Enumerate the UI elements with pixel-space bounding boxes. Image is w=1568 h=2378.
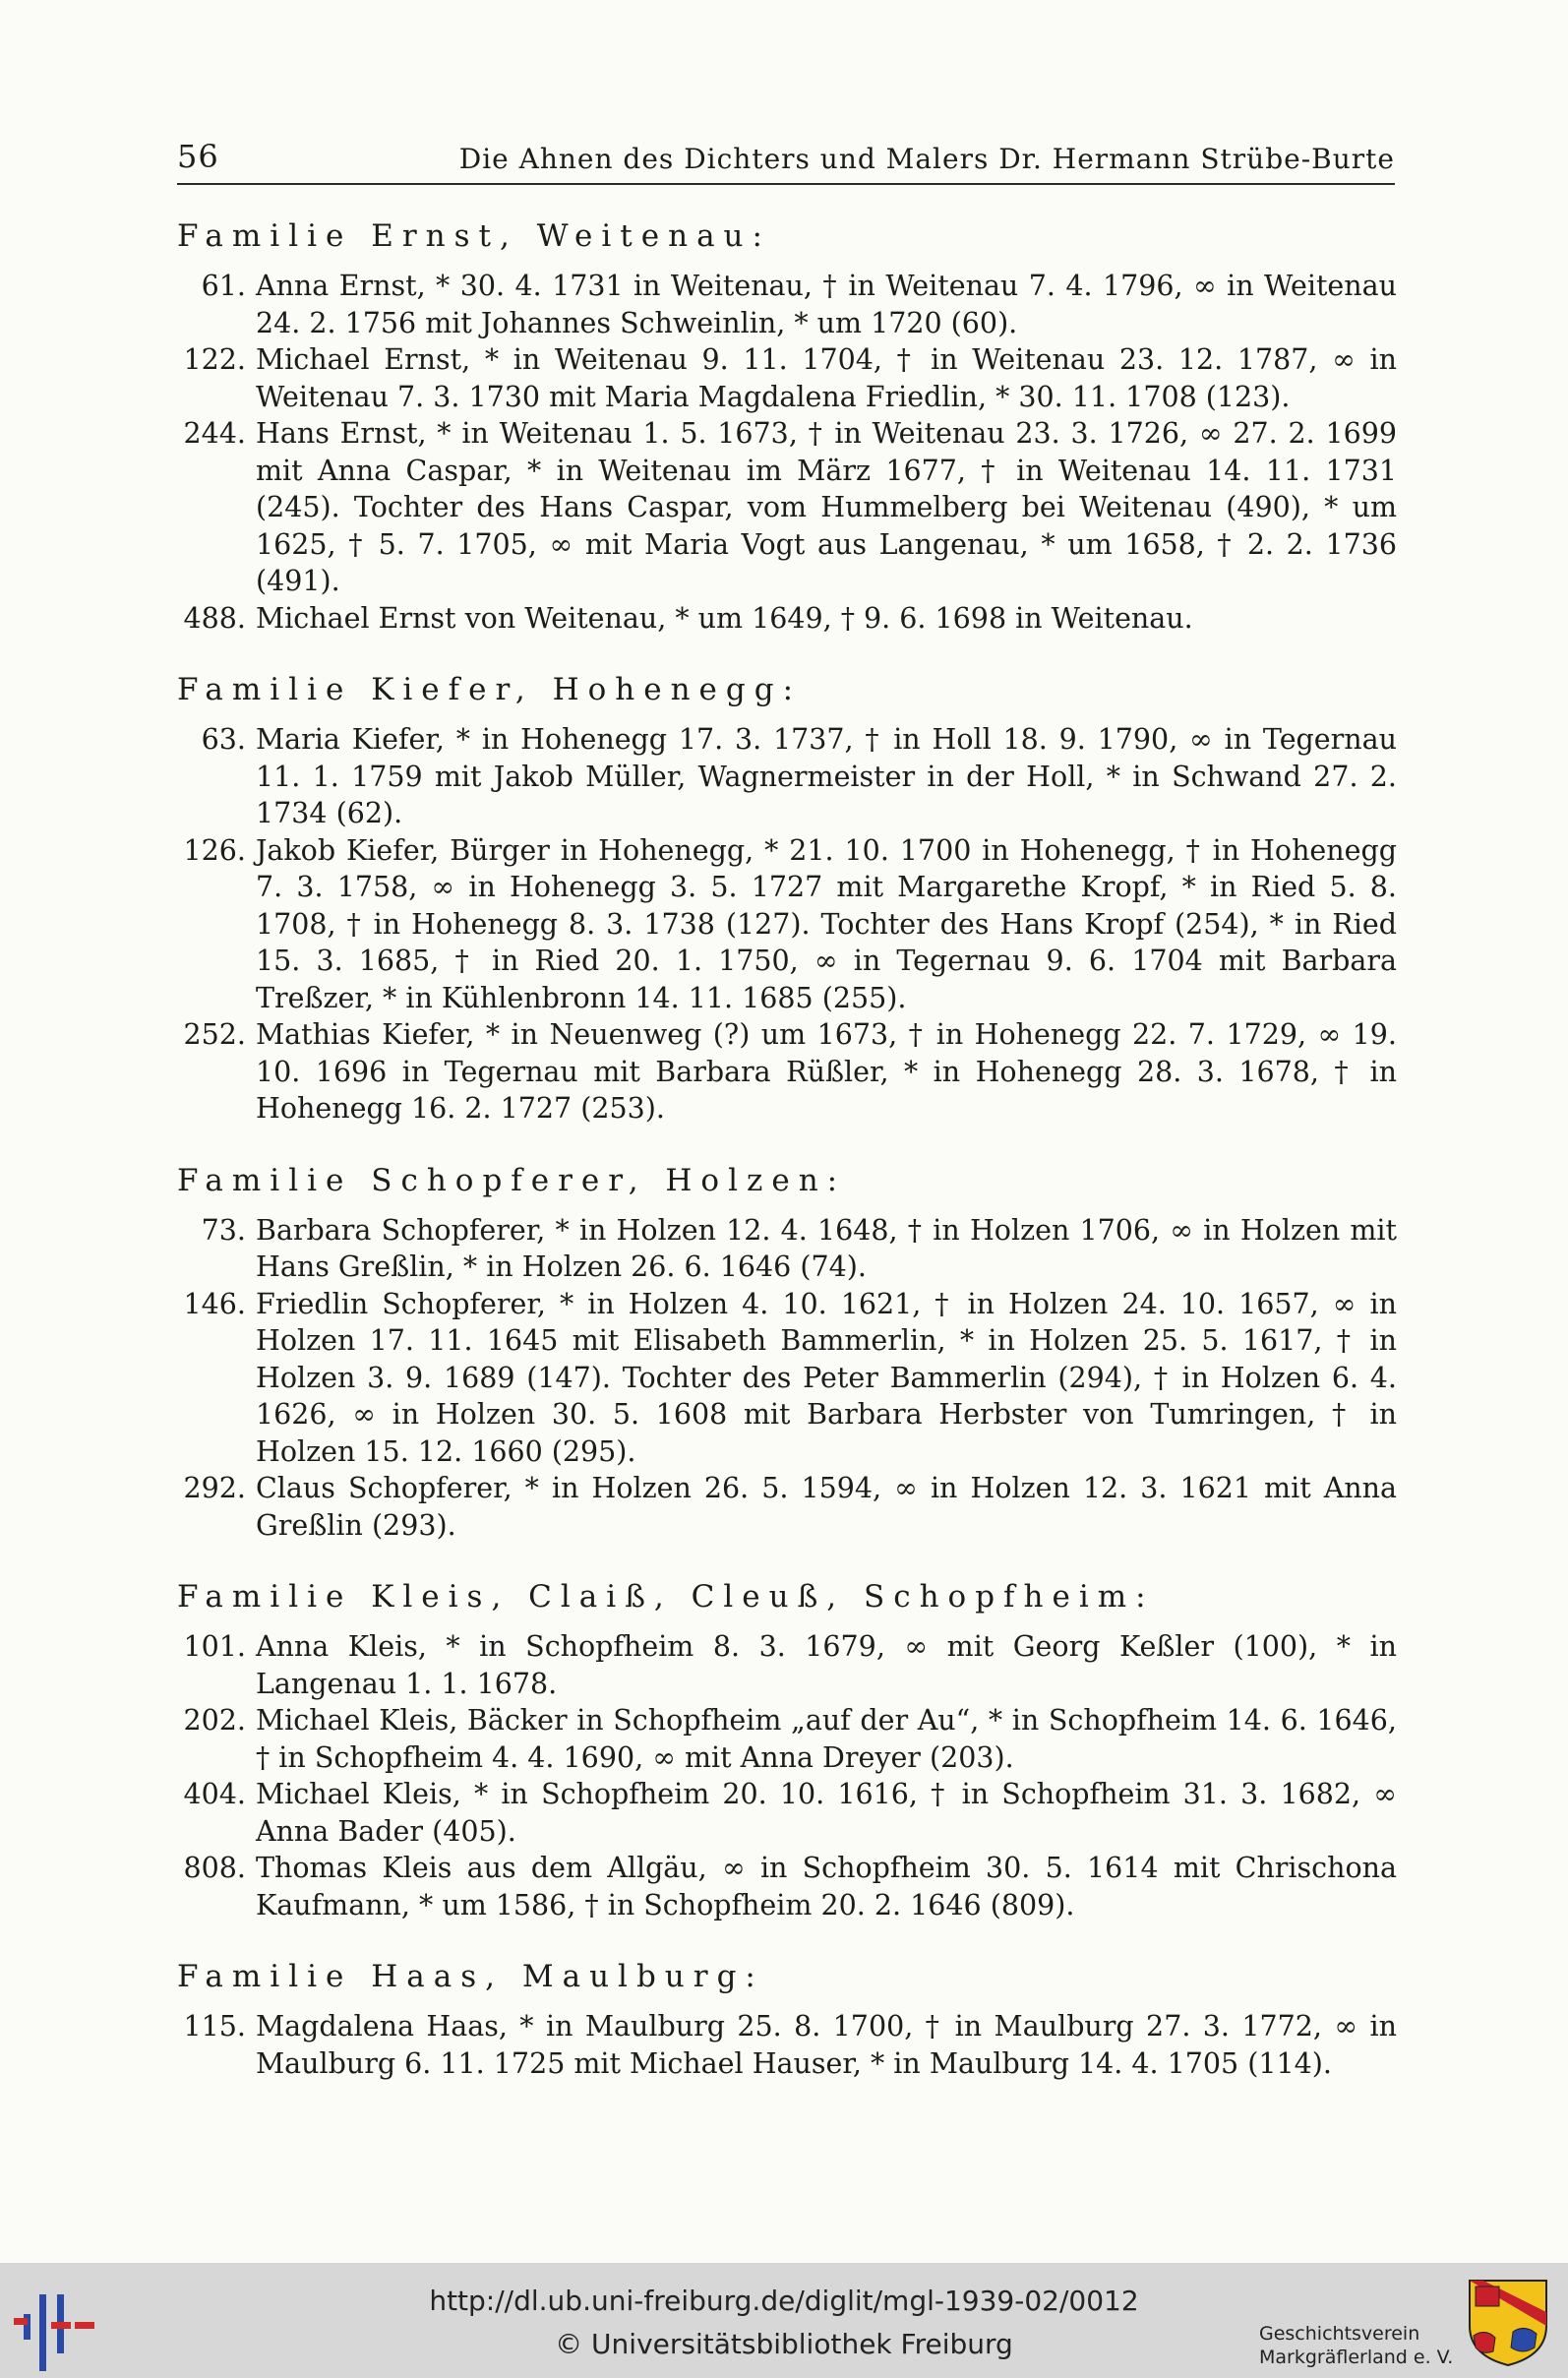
ancestor-text: Jakob Kiefer, Bürger in Hohenegg, * 21. 10. 1700 in Hohenegg, † in Hohenegg 7. 3. 1758, ∞ in Hohenegg 3. 5. 1727 mit Margarethe Kropf, * in Ried 5. 8. 1708, † in Hohenegg 8. 3. 1738 (127). Tochter des Hans Kropf (254), * in Ried 15. 3. 1685, † in Ried 20. 1. 1750, ∞ in Tegernau 9. 6. 1704 mit Barbara Treßzer, * in Kühlenbronn 14. 11. 1685 (255). bbox=[256, 833, 1397, 1014]
family-heading: Familie Haas, Maulburg: bbox=[177, 1959, 764, 1994]
family-heading: Familie Schopferer, Holzen: bbox=[177, 1162, 847, 1198]
ancestor-number: 101. bbox=[183, 1630, 246, 1663]
ancestor-number: 488. bbox=[183, 601, 246, 635]
ancestor-entry bbox=[177, 832, 1397, 1017]
ancestor-text: Maria Kiefer, * in Hohenegg 17. 3. 1737, † in Holl 18. 9. 1790, ∞ in Tegernau 11. 1. 1759 mit Jakob Müller, Wagnermeister in der Holl, * in Schwand 27. 2. 1734 (62). bbox=[256, 723, 1397, 829]
ancestor-entry bbox=[177, 1286, 1397, 1471]
ancestor-entry bbox=[177, 415, 1397, 600]
ancestor-number: 122. bbox=[183, 343, 246, 376]
ancestor-entry bbox=[177, 1212, 1397, 1286]
family-heading: Familie Kiefer, Hohenegg: bbox=[177, 672, 803, 707]
family-heading: Familie Ernst, Weitenau: bbox=[177, 218, 771, 254]
ancestor-entry bbox=[177, 1850, 1397, 1923]
ancestor-text: Mathias Kiefer, * in Neuenweg (?) um 1673, † in Hohenegg 22. 7. 1729, ∞ 19. 10. 1696 in Tegernau mit Barbara Rüßler, * in Hohenegg 28. 3. 1678, † in Hohenegg 16. 2. 1727 (253). bbox=[256, 1018, 1397, 1125]
page-header bbox=[177, 134, 1395, 185]
family-section bbox=[177, 1163, 1397, 1545]
ancestor-number: 73. bbox=[201, 1213, 246, 1247]
ancestor-number: 126. bbox=[183, 833, 246, 867]
page-number: 56 bbox=[177, 138, 219, 175]
ancestor-text: Friedlin Schopferer, * in Holzen 4. 10. 1621, † in Holzen 24. 10. 1657, ∞ in Holzen 17. 11. 1645 mit Elisabeth Bammerlin, * in Holzen 25. 5. 1617, † in Holzen 3. 9. 1689 (147). Tochter des Peter Bammerlin (294), † in Holzen 6. 4. 1626, ∞ in Holzen 30. 5. 1608 mit Barbara Herbster von Tumringen, † in Holzen 15. 12. 1660 (295). bbox=[256, 1287, 1397, 1468]
society-line-2: Markgräflerland e. V. bbox=[1259, 2347, 1454, 2368]
society-line-1: Geschichtsverein bbox=[1259, 2323, 1420, 2345]
ancestor-entry bbox=[177, 1702, 1397, 1776]
family-section bbox=[177, 1959, 1397, 2082]
ancestor-number: 61. bbox=[201, 270, 246, 302]
family-section bbox=[177, 672, 1397, 1128]
ancestor-number: 808. bbox=[183, 1852, 246, 1884]
ancestor-text: Michael Ernst, * in Weitenau 9. 11. 1704, † in Weitenau 23. 12. 1787, ∞ in Weitenau 7. 3. 1730 mit Maria Magdalena Friedlin, * 30. 11. 1708 (123). bbox=[256, 343, 1397, 413]
family-section bbox=[177, 1579, 1397, 1923]
ancestor-number: 292. bbox=[183, 1472, 246, 1504]
ancestor-entry bbox=[177, 721, 1397, 832]
ancestor-text: Thomas Kleis aus dem Allgäu, ∞ in Schopfheim 30. 5. 1614 mit Chrischona Kaufmann, * um 1586, † in Schopfheim 20. 2. 1646 (809). bbox=[256, 1852, 1397, 1921]
ancestor-entry bbox=[177, 1016, 1397, 1128]
ancestor-entry bbox=[177, 1776, 1397, 1850]
ancestor-entry bbox=[177, 1628, 1397, 1702]
genealogy-content bbox=[177, 218, 1397, 2117]
ancestor-number: 146. bbox=[183, 1287, 246, 1320]
society-name bbox=[1259, 2322, 1453, 2369]
ancestor-text: Barbara Schopferer, * in Holzen 12. 4. 1648, † in Holzen 1706, ∞ in Holzen mit Hans Greßlin, * in Holzen 26. 6. 1646 (74). bbox=[256, 1213, 1397, 1283]
ancestor-number: 404. bbox=[183, 1778, 246, 1810]
ancestor-text: Magdalena Haas, * in Maulburg 25. 8. 1700, † in Maulburg 27. 3. 1772, ∞ in Maulburg 6. 11. 1725 mit Michael Hauser, * in Maulburg 14. 4. 1705 (114). bbox=[256, 2010, 1397, 2080]
ancestor-text: Anna Ernst, * 30. 4. 1731 in Weitenau, † in Weitenau 7. 4. 1796, ∞ in Weitenau 24. 2. 1756 mit Johannes Schweinlin, * um 1720 (60). bbox=[256, 270, 1397, 339]
ancestor-entry bbox=[177, 1470, 1397, 1544]
footer-bar bbox=[0, 2263, 1568, 2378]
running-title: Die Ahnen des Dichters und Malers Dr. Hermann Strübe-Burte bbox=[458, 143, 1395, 175]
ancestor-entry bbox=[177, 268, 1397, 341]
ancestor-text: Anna Kleis, * in Schopfheim 8. 3. 1679, ∞ mit Georg Keßler (100), * in Langenau 1. 1. 1678. bbox=[256, 1630, 1397, 1700]
ancestor-text: Hans Ernst, * in Weitenau 1. 5. 1673, † in Weitenau 23. 3. 1726, ∞ 27. 2. 1699 mit Anna Caspar, * in Weitenau im März 1677, † in Weitenau 14. 11. 1731 (245). Tochter des Hans Caspar, vom Hummelberg bei Weitenau (490), * um 1625, † 5. 7. 1705, ∞ mit Maria Vogt aus Langenau, * um 1658, † 2. 2. 1736 (491). bbox=[256, 417, 1397, 597]
ancestor-text: Claus Schopferer, * in Holzen 26. 5. 1594, ∞ in Holzen 12. 3. 1621 mit Anna Greßlin (293). bbox=[256, 1472, 1397, 1542]
ancestor-number: 244. bbox=[183, 417, 246, 450]
family-heading: Familie Kleis, Claiß, Cleuß, Schopfheim: bbox=[177, 1579, 1155, 1615]
ancestor-entry bbox=[177, 600, 1397, 638]
ancestor-number: 115. bbox=[183, 2010, 246, 2043]
ancestor-text: Michael Kleis, Bäcker in Schopfheim „auf der Au“, * in Schopfheim 14. 6. 1646, † in Schopfheim 4. 4. 1690, ∞ mit Anna Dreyer (203). bbox=[256, 1704, 1397, 1774]
ancestor-text: Michael Ernst von Weitenau, * um 1649, † 9. 6. 1698 in Weitenau. bbox=[256, 601, 1193, 635]
markgraeflerland-crest-icon bbox=[1466, 2277, 1550, 2367]
ancestor-entry bbox=[177, 341, 1397, 415]
ancestor-number: 202. bbox=[183, 1704, 246, 1737]
ancestor-number: 63. bbox=[201, 723, 246, 756]
ancestor-text: Michael Kleis, * in Schopfheim 20. 10. 1616, † in Schopfheim 31. 3. 1682, ∞ Anna Bader (405). bbox=[256, 1778, 1397, 1848]
family-section bbox=[177, 218, 1397, 637]
footer-url-link[interactable]: http://dl.ub.uni-freiburg.de/diglit/mgl-1939-02/0012 bbox=[429, 2285, 1139, 2317]
ancestor-entry bbox=[177, 2008, 1397, 2082]
ancestor-number: 252. bbox=[183, 1018, 246, 1051]
footer-copyright: © Universitätsbibliothek Freiburg bbox=[555, 2328, 1013, 2360]
